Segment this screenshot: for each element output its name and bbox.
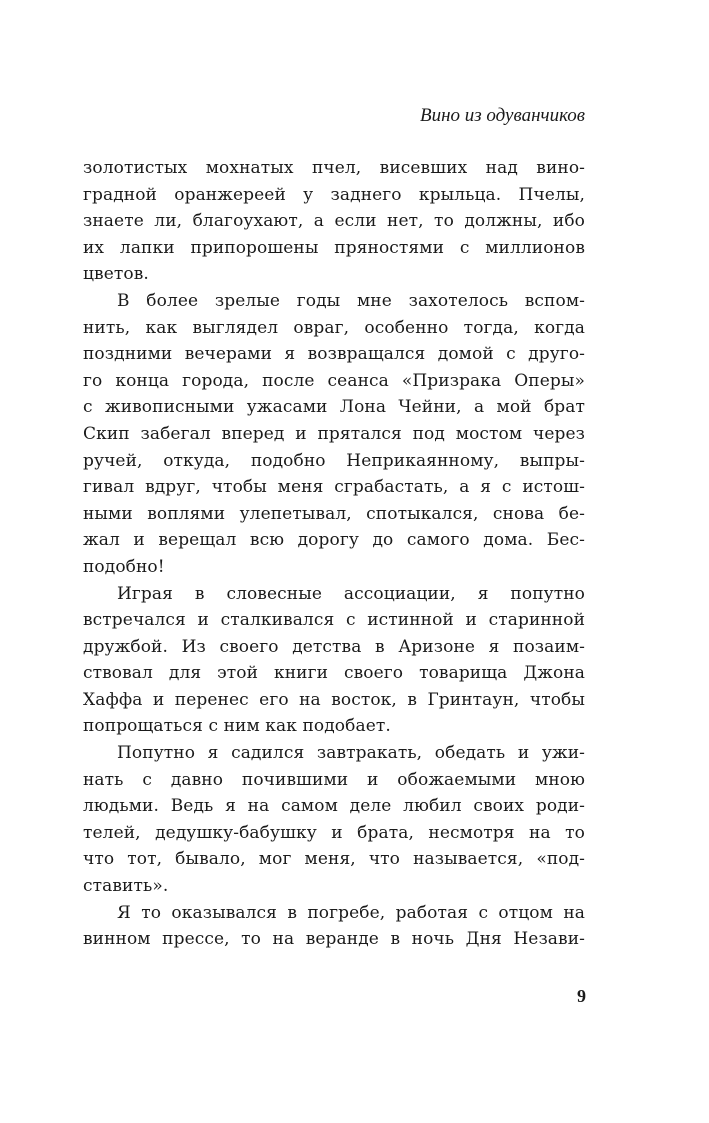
text-line: Хаффа и перенес его на восток, в Гринтаун, чтобы <box>83 689 585 710</box>
text-line: нать с давно почившими и обожаемыми мною <box>83 769 585 790</box>
text-line: гивал вдруг, чтобы меня сграбастать, а я с истош- <box>83 477 585 498</box>
text-line: попрощаться с ним как подобает. <box>83 716 391 737</box>
text-line: градной оранжереей у заднего крыльца. Пчелы, <box>83 184 585 205</box>
text-line: го конца города, после сеанса «Призрака Оперы» <box>83 370 585 391</box>
running-header-title: Вино из одуванчиков <box>419 105 585 126</box>
text-line: ручей, откуда, подобно Неприкаянному, выпры- <box>83 450 585 471</box>
text-line: встречался и сталкивался с истинной и старинной <box>83 610 585 631</box>
text-line: Играя в словесные ассоциации, я попутно <box>117 583 585 604</box>
text-line: знаете ли, благоухают, а если нет, то должны, ибо <box>83 211 585 232</box>
text-line: цветов. <box>83 264 149 285</box>
text-line: золотистых мохнатых пчел, висевших над вино- <box>83 158 585 178</box>
text-line: Скип забегал вперед и прятался под мостом через <box>83 423 585 444</box>
text-line: что тот, бывало, мог меня, что называется, «под- <box>83 849 585 870</box>
text-line: нить, как выглядел овраг, особенно тогда, когда <box>83 317 585 338</box>
text-line: В более зрелые годы мне захотелось вспом- <box>117 290 585 311</box>
text-line: поздними вечерами я возвращался домой с друго- <box>83 344 585 365</box>
body-text <box>83 155 585 953</box>
page-number: 9 <box>577 986 586 1006</box>
text-line: жал и верещал всю дорогу до самого дома. Бес- <box>83 530 585 551</box>
text-line: с живописными ужасами Лона Чейни, а мой брат <box>83 397 585 418</box>
text-line: их лапки припорошены пряностями с миллионов <box>83 237 585 258</box>
text-line: ными воплями улепетывал, спотыкался, снова бе- <box>83 503 585 524</box>
text-line: Я то оказывался в погребе, работая с отцом на <box>117 902 585 923</box>
text-line: дружбой. Из своего детства в Аризоне я позаим- <box>83 636 585 657</box>
text-line: ставить». <box>83 876 169 897</box>
text-line: винном прессе, то на веранде в ночь Дня Незави- <box>83 929 585 950</box>
text-line: ствовал для этой книги своего товарища Джона <box>83 663 585 684</box>
text-line: подобно! <box>83 556 165 577</box>
text-line: Попутно я садился завтракать, обедать и ужи- <box>117 743 585 764</box>
text-line: людьми. Ведь я на самом деле любил своих роди- <box>83 796 585 817</box>
text-line: телей, дедушку-бабушку и брата, несмотря на то <box>83 822 585 843</box>
